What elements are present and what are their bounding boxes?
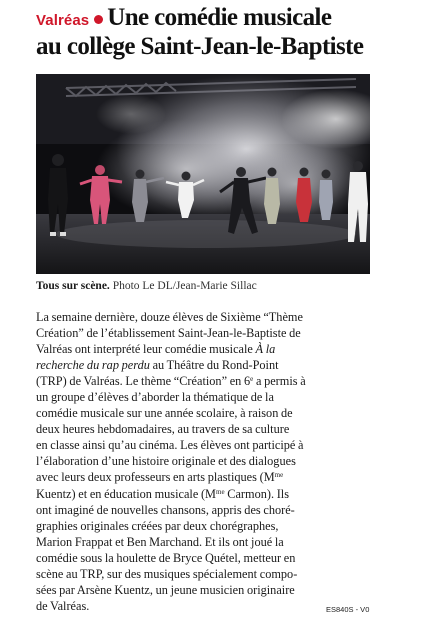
caption-title: Tous sur scène. bbox=[36, 280, 110, 292]
body-line bbox=[36, 469, 370, 485]
body-line: La semaine dernière, douze élèves de Sixième “Thème bbox=[36, 310, 303, 324]
body-line bbox=[36, 341, 370, 357]
headline-title-line2: au collège Saint-Jean-le-Baptiste bbox=[36, 33, 364, 60]
body-text: Kuentz) et en éducation musicale (M bbox=[36, 486, 216, 501]
body-text: Valréas ont interprété leur comédie musicale bbox=[36, 342, 253, 357]
body-text: (TRP) de Valréas. Le thème “Création” en 6 bbox=[36, 374, 251, 389]
body-line: de Valréas. bbox=[36, 598, 90, 613]
location-kicker: Valréas bbox=[36, 12, 90, 29]
page-folio: ES840S - V0 bbox=[326, 605, 370, 614]
superscript: me bbox=[216, 487, 225, 496]
stage-photo bbox=[36, 74, 370, 274]
article-headline bbox=[36, 4, 416, 63]
body-line: sées par Arsène Kuentz, un jeune musicien originaire bbox=[36, 582, 295, 597]
body-line: graphies originales créées par deux chorégraphes, bbox=[36, 518, 279, 533]
body-line: Création” de l’établissement Saint-Jean-le-Baptiste de bbox=[36, 326, 301, 341]
body-line: deux heures hebdomadaires, au travers de sa culture bbox=[36, 422, 290, 437]
caption-credit: Photo Le DL/Jean-Marie Sillac bbox=[112, 280, 257, 292]
photo-caption bbox=[36, 280, 257, 292]
body-line: l’élaboration d’une histoire originale et des dialogues bbox=[36, 454, 296, 469]
body-line: Marion Frappat et Ben Marchand. Et ils ont joué la bbox=[36, 534, 284, 549]
body-line bbox=[36, 373, 370, 389]
body-line bbox=[36, 486, 370, 502]
body-line: un groupe d’élèves d’aborder la thématique de la bbox=[36, 390, 274, 405]
body-text: au Théâtre du Rond-Point bbox=[152, 358, 279, 373]
body-line: scène au TRP, sur des musiques spécialement compo- bbox=[36, 566, 298, 581]
body-text: avec leurs deux professeurs en arts plastiques (M bbox=[36, 470, 275, 485]
bullet-dot-icon bbox=[94, 15, 103, 24]
body-text: a permis à bbox=[255, 374, 306, 389]
superscript: me bbox=[274, 471, 284, 480]
body-line: comédie musicale sur une année scolaire, à raison de bbox=[36, 406, 293, 421]
body-line: ont imaginé de nouvelles chansons, appris des choré- bbox=[36, 502, 295, 517]
article-body bbox=[36, 309, 370, 614]
body-line: en classe ainsi qu’au cinéma. Les élèves ont participé à bbox=[36, 438, 304, 453]
superscript: e bbox=[250, 375, 254, 384]
body-line: comédie sous la houlette de Bryce Quétel, metteur en bbox=[36, 550, 296, 565]
show-title-italic: recherche du rap perdu bbox=[36, 358, 150, 373]
headline-title-line1: Une comédie musicale bbox=[107, 4, 332, 31]
body-line bbox=[36, 357, 370, 373]
body-text: Carmon). Ils bbox=[227, 486, 290, 501]
show-title-italic: À la bbox=[255, 342, 276, 357]
